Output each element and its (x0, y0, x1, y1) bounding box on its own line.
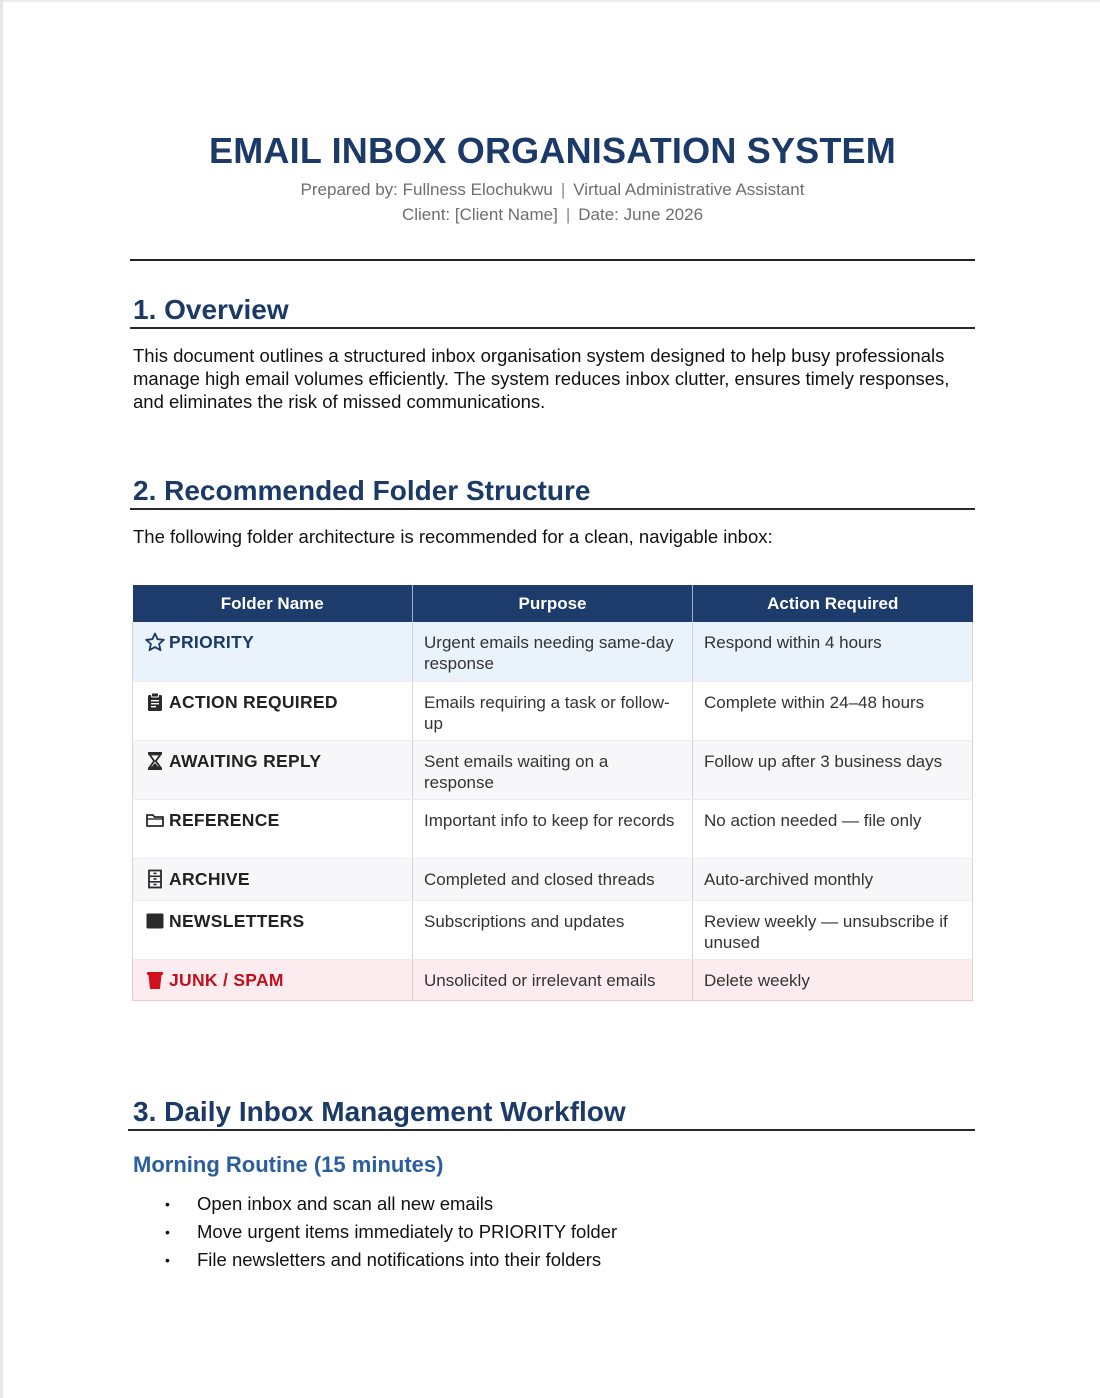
bullet: • (165, 1196, 170, 1212)
prepared-by: Prepared by: Fullness Elochukwu (300, 180, 553, 199)
folder-name: PRIORITY (169, 632, 255, 652)
table-row (133, 858, 973, 900)
page-top-edge (0, 0, 1100, 2)
purpose-cell: Urgent emails needing same-day response (413, 622, 693, 681)
action-cell: Complete within 24–48 hours (693, 681, 973, 740)
folder-name-cell (133, 900, 413, 959)
column-header-action-required: Action Required (693, 585, 973, 622)
hourglass-icon (145, 751, 165, 771)
meta-separator: | (560, 180, 566, 199)
file-cabinet-icon (145, 869, 165, 889)
purpose-cell: Emails requiring a task or follow-up (413, 681, 693, 740)
bullet: • (165, 1252, 170, 1268)
action-cell: Auto-archived monthly (693, 858, 973, 900)
action-cell: No action needed — file only (693, 799, 973, 858)
table-row (133, 740, 973, 799)
header-divider (130, 259, 975, 261)
trash-icon (145, 970, 165, 990)
list-item-text: Open inbox and scan all new emails (197, 1193, 494, 1214)
page-left-edge (0, 0, 3, 1398)
action-cell: Respond within 4 hours (693, 622, 973, 681)
column-header-purpose: Purpose (413, 585, 693, 622)
purpose-cell: Sent emails waiting on a response (413, 740, 693, 799)
list-item (130, 1246, 617, 1274)
prepared-by-line (130, 180, 975, 200)
purpose-cell: Unsolicited or irrelevant emails (413, 959, 693, 1000)
clipboard-icon (145, 692, 165, 712)
purpose-cell: Subscriptions and updates (413, 900, 693, 959)
column-header-folder-name: Folder Name (133, 585, 413, 622)
folders-heading-rule (130, 508, 975, 510)
overview-heading-rule (130, 327, 975, 329)
folder-name: REFERENCE (169, 809, 280, 830)
action-cell: Review weekly — unsubscribe if unused (693, 900, 973, 959)
action-cell: Delete weekly (693, 959, 973, 1000)
folder-icon (145, 810, 165, 830)
workflow-heading: 3. Daily Inbox Management Workflow (133, 1096, 626, 1127)
folders-intro: The following folder architecture is recommended for a clean, navigable inbox: (133, 526, 773, 547)
list-item (130, 1190, 617, 1218)
list-item (130, 1218, 617, 1246)
folder-name-cell (133, 622, 413, 681)
table-header-row (133, 585, 973, 622)
folders-heading: 2. Recommended Folder Structure (133, 475, 591, 506)
folder-name-cell (133, 858, 413, 900)
bullet: • (165, 1224, 170, 1240)
table-row (133, 900, 973, 959)
folder-name: ACTION REQUIRED (169, 691, 338, 712)
folder-name: ARCHIVE (169, 868, 250, 889)
star-icon (145, 632, 165, 652)
overview-text: This document outlines a structured inbox organisation system designed to help busy professionals manage high email volumes efficiently. The system reduces inbox clutter, ensures timely responses, and eliminates the risk of missed communications. (133, 345, 950, 412)
folder-name-cell (133, 799, 413, 858)
overview-heading: 1. Overview (133, 294, 289, 325)
folder-name-cell (133, 959, 413, 1000)
folder-table (132, 585, 973, 1001)
purpose-cell: Important info to keep for records (413, 799, 693, 858)
table-row (133, 622, 973, 681)
list-item-text: File newsletters and notifications into their folders (197, 1249, 602, 1270)
purpose-cell: Completed and closed threads (413, 858, 693, 900)
table-row (133, 799, 973, 858)
table-row (133, 681, 973, 740)
table-row (133, 959, 973, 1000)
morning-routine-list (130, 1190, 617, 1274)
workflow-heading-rule (128, 1129, 975, 1131)
newspaper-icon (145, 911, 165, 931)
folder-name-cell (133, 681, 413, 740)
client: Client: [Client Name] (401, 205, 558, 224)
role: Virtual Administrative Assistant (573, 180, 805, 199)
list-item-text: Move urgent items immediately to PRIORITY folder (197, 1221, 618, 1242)
action-cell: Follow up after 3 business days (693, 740, 973, 799)
client-line (130, 205, 975, 225)
date: Date: June 2026 (578, 205, 704, 224)
meta-separator: | (565, 205, 571, 224)
document-title: EMAIL INBOX ORGANISATION SYSTEM (209, 130, 896, 171)
folder-name: NEWSLETTERS (169, 910, 305, 931)
folder-name-cell (133, 740, 413, 799)
folder-name: JUNK / SPAM (169, 969, 284, 990)
morning-routine-heading: Morning Routine (15 minutes) (133, 1152, 444, 1177)
folder-name: AWAITING REPLY (169, 750, 322, 771)
